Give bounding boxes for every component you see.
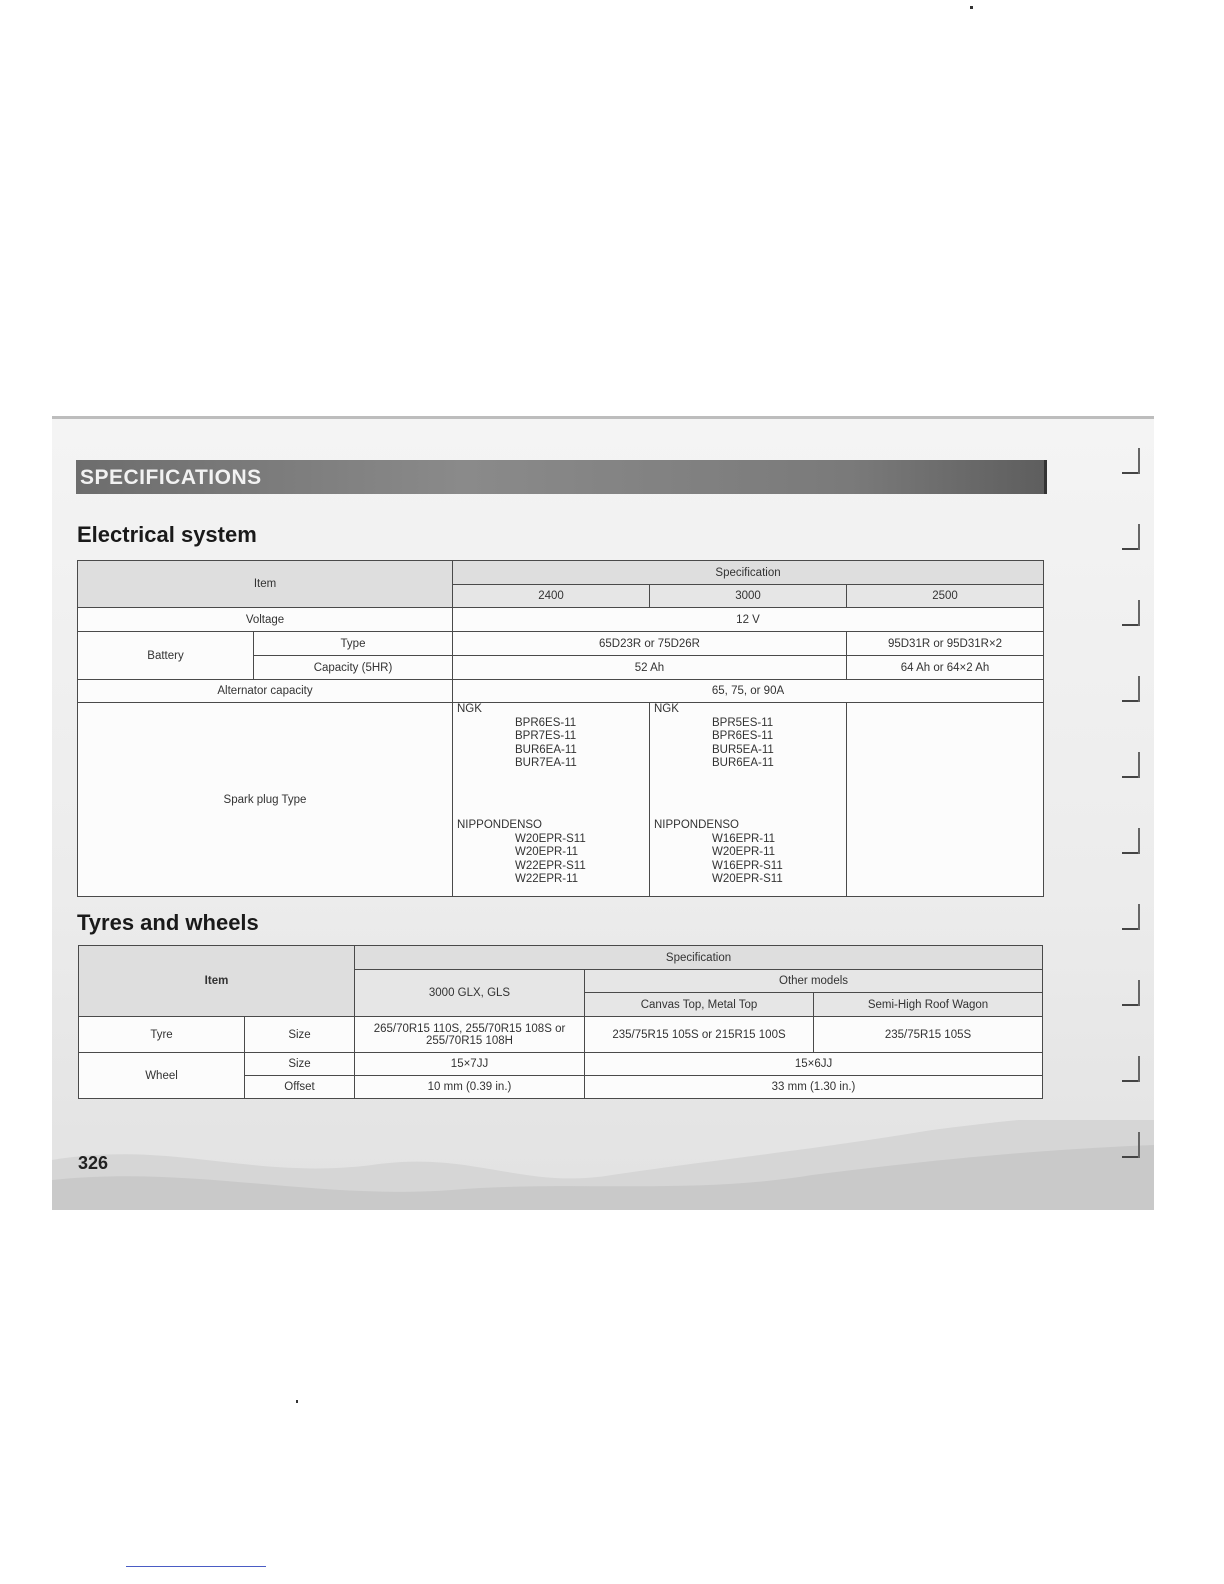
plug-code: BPR6ES-11 [515,716,577,729]
plug-code: W22EPR-11 [515,873,579,886]
index-tab [1122,624,1140,626]
voltage-label: Voltage [78,608,453,632]
thumb-index-tabs [1122,424,1152,1184]
ngk-brand: NGK [457,703,482,715]
canvas-top-header: Canvas Top, Metal Top [585,993,814,1017]
battery-type-label: Type [254,632,453,656]
item-header: Item [79,946,355,1017]
index-tab [1122,548,1140,550]
index-tab [1122,1004,1140,1006]
tyre-label: Tyre [79,1017,245,1053]
alternator-value: 65, 75, or 90A [453,680,1044,703]
plug-code: W16EPR-11 [712,832,776,845]
battery-capacity-label: Capacity (5HR) [254,656,453,680]
semi-high-roof-header: Semi-High Roof Wagon [814,993,1043,1017]
spark-plug-2400 [453,703,650,897]
tyre-size-glx: 265/70R15 110S, 255/70R15 108S or 255/70R15 108H [355,1017,585,1053]
wheel-label: Wheel [79,1053,245,1099]
battery-type-2500: 95D31R or 95D31R×2 [847,632,1044,656]
tyre-size-semi: 235/75R15 105S [814,1017,1043,1053]
index-tab [1122,472,1140,474]
plug-code: BUR5EA-11 [712,743,774,756]
spark-plug-2500 [847,703,1044,897]
battery-label: Battery [78,632,254,680]
spark-plug-3000 [650,703,847,897]
tyres-section-title: Tyres and wheels [77,910,259,935]
scan-underline-mark [126,1566,266,1567]
specification-header: Specification [453,561,1044,585]
scan-speck [296,1400,298,1403]
plug-code: BUR6EA-11 [515,743,577,756]
banner-title: SPECIFICATIONS [80,466,262,489]
torn-page-shading [52,1120,1154,1210]
specification-header: Specification [355,946,1043,970]
plug-code: BUR6EA-11 [712,757,774,770]
battery-type-2400-3000: 65D23R or 75D26R [453,632,847,656]
ngk-brand: NGK [654,703,679,715]
plug-code: W22EPR-S11 [515,859,586,872]
tyre-size-canvas: 235/75R15 105S or 215R15 100S [585,1017,814,1053]
specifications-banner [76,460,1047,494]
spark-plug-label: Spark plug Type [78,703,453,897]
alternator-label: Alternator capacity [78,680,453,703]
plug-code: BPR5ES-11 [712,716,774,729]
index-tab [1122,700,1140,702]
item-header: Item [78,561,453,608]
index-tab [1122,1156,1140,1158]
battery-capacity-2500: 64 Ah or 64×2 Ah [847,656,1044,680]
tyres-table [78,945,1043,1099]
wheel-size-other: 15×6JJ [585,1053,1043,1076]
battery-capacity-2400-3000: 52 Ah [453,656,847,680]
wheel-offset-label: Offset [245,1076,355,1099]
model-2500-header: 2500 [847,585,1044,608]
page-number: 326 [78,1153,109,1173]
index-tab [1122,776,1140,778]
wheel-size-label: Size [245,1053,355,1076]
plug-code: W20EPR-S11 [712,873,783,886]
plug-code: BUR7EA-11 [515,757,577,770]
other-models-header: Other models [585,970,1043,993]
electrical-table [77,560,1044,897]
plug-code: W20EPR-11 [515,846,579,859]
index-tab [1122,852,1140,854]
model-3000-header: 3000 [650,585,847,608]
tyre-size-label: Size [245,1017,355,1053]
plug-code: W16EPR-S11 [712,859,783,872]
plug-code: BPR7ES-11 [515,730,577,743]
index-tab [1122,928,1140,930]
page-top-edge [52,416,1154,419]
scan-speck [970,6,973,9]
wheel-size-glx: 15×7JJ [355,1053,585,1076]
electrical-section-title: Electrical system [77,522,257,547]
plug-code: W20EPR-S11 [515,832,586,845]
model-2400-header: 2400 [453,585,650,608]
wheel-offset-other: 33 mm (1.30 in.) [585,1076,1043,1099]
wheel-offset-glx: 10 mm (0.39 in.) [355,1076,585,1099]
index-tab [1122,1080,1140,1082]
voltage-value: 12 V [453,608,1044,632]
plug-code: W20EPR-11 [712,846,776,859]
nippondenso-brand: NIPPONDENSO [654,818,739,831]
nippondenso-brand: NIPPONDENSO [457,818,542,831]
glx-gls-header: 3000 GLX, GLS [355,970,585,1017]
plug-code: BPR6ES-11 [712,730,774,743]
